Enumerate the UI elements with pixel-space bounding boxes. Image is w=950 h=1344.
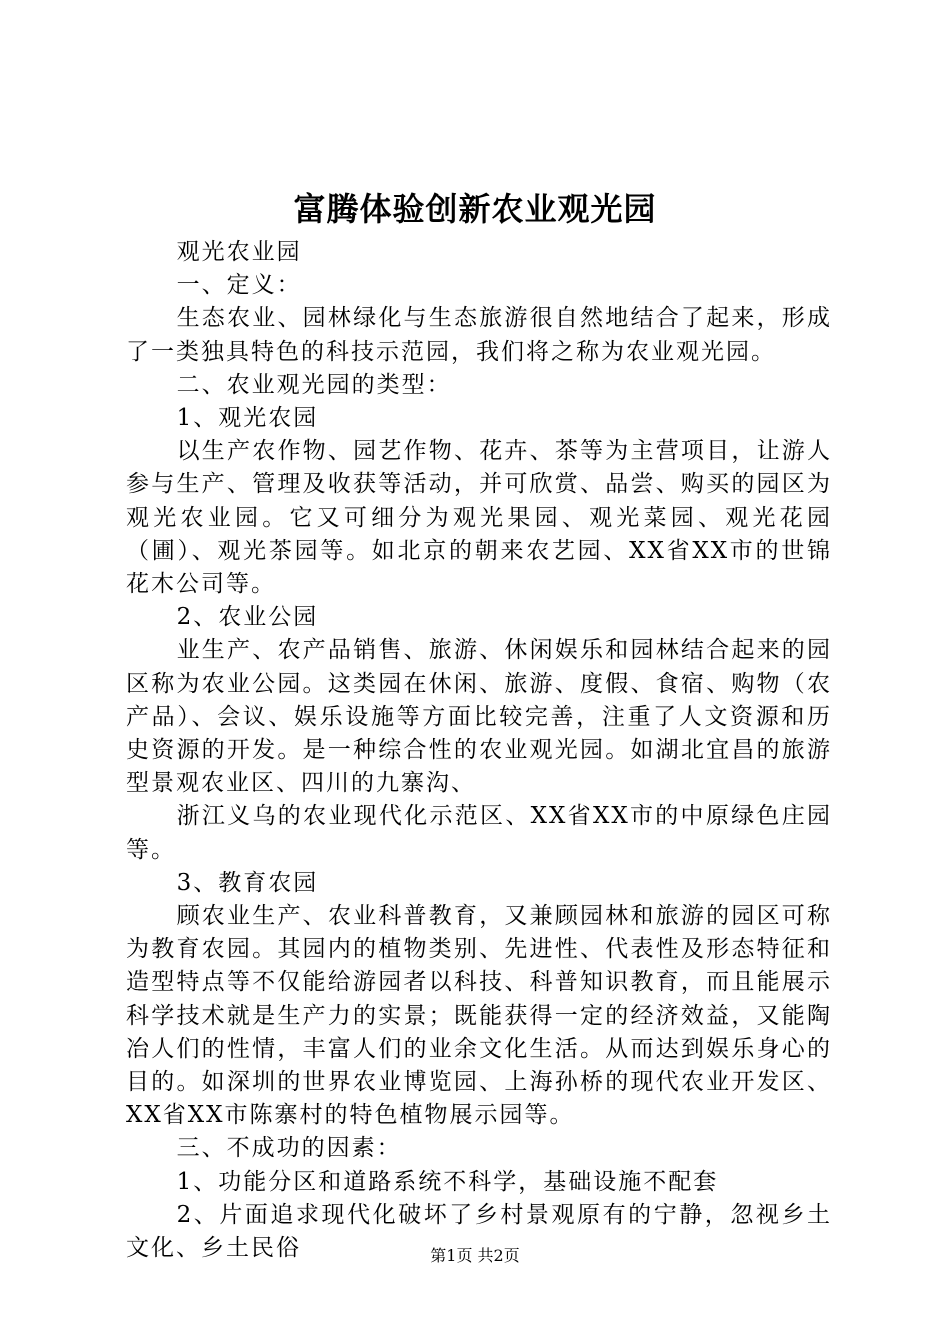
paragraph: 顾农业生产、农业科普教育，又兼顾园林和旅游的园区可称为教育农园。其园内的植物类别、先进性、代表性及形态特征和造型特点等不仅能给游园者以科技、科普知识教育，而且能展示科学技术就是生产力的实景；既能获得一定的经济效益，又能陶冶人们的性情，丰富人们的业余文化生活。从而达到娱乐身心的目的。如深圳的世界农业博览园、上海孙桥的现代农业开发区、XX省XX市陈寨村的特色植物展示园等。 bbox=[126, 903, 832, 1129]
subsection-heading: 2、农业公园 bbox=[176, 604, 319, 631]
paragraph: 观光农业园 bbox=[176, 239, 302, 265]
list-item: 1、功能分区和道路系统不科学，基础设施不配套 bbox=[176, 1168, 719, 1195]
section-heading: 一、定义： bbox=[176, 272, 302, 299]
subsection-heading: 3、教育农园 bbox=[176, 869, 319, 896]
subsection-heading: 1、观光农园 bbox=[176, 405, 319, 432]
document-body bbox=[126, 236, 832, 1265]
document-title: 富腾体验创新农业观光园 bbox=[293, 190, 657, 228]
section-heading: 二、农业观光园的类型： bbox=[176, 371, 452, 398]
page-footer: 第1页 共2页 bbox=[430, 1246, 520, 1265]
list-item: 2、片面追求现代化破坏了乡村景观原有的宁静，忽视乡土文化、乡土民俗 bbox=[126, 1201, 832, 1262]
paragraph: 业生产、农产品销售、旅游、休闲娱乐和园林结合起来的园区称为农业公园。这类园在休闲、旅游、度假、食宿、购物（农产品）、会议、娱乐设施等方面比较完善，注重了人文资源和历史资源的开发。是一种综合性的农业观光园。如湖北宜昌的旅游型景观农业区、四川的九寨沟、 bbox=[126, 637, 832, 797]
section-heading: 三、不成功的因素： bbox=[176, 1135, 402, 1162]
paragraph: 以生产农作物、园艺作物、花卉、茶等为主营项目，让游人参与生产、管理及收获等活动，并可欣赏、品尝、购买的园区为观光农业园。它又可细分为观光果园、观光菜园、观光花园（圃）、观光茶园等。如北京的朝来农艺园、XX省XX市的世锦花木公司等。 bbox=[126, 438, 832, 598]
paragraph: 浙江义乌的农业现代化示范区、XX省XX市的中原绿色庄园等。 bbox=[126, 803, 832, 863]
paragraph: 生态农业、园林绿化与生态旅游很自然地结合了起来，形成了一类独具特色的科技示范园，我们将之称为农业观光园。 bbox=[126, 305, 832, 365]
